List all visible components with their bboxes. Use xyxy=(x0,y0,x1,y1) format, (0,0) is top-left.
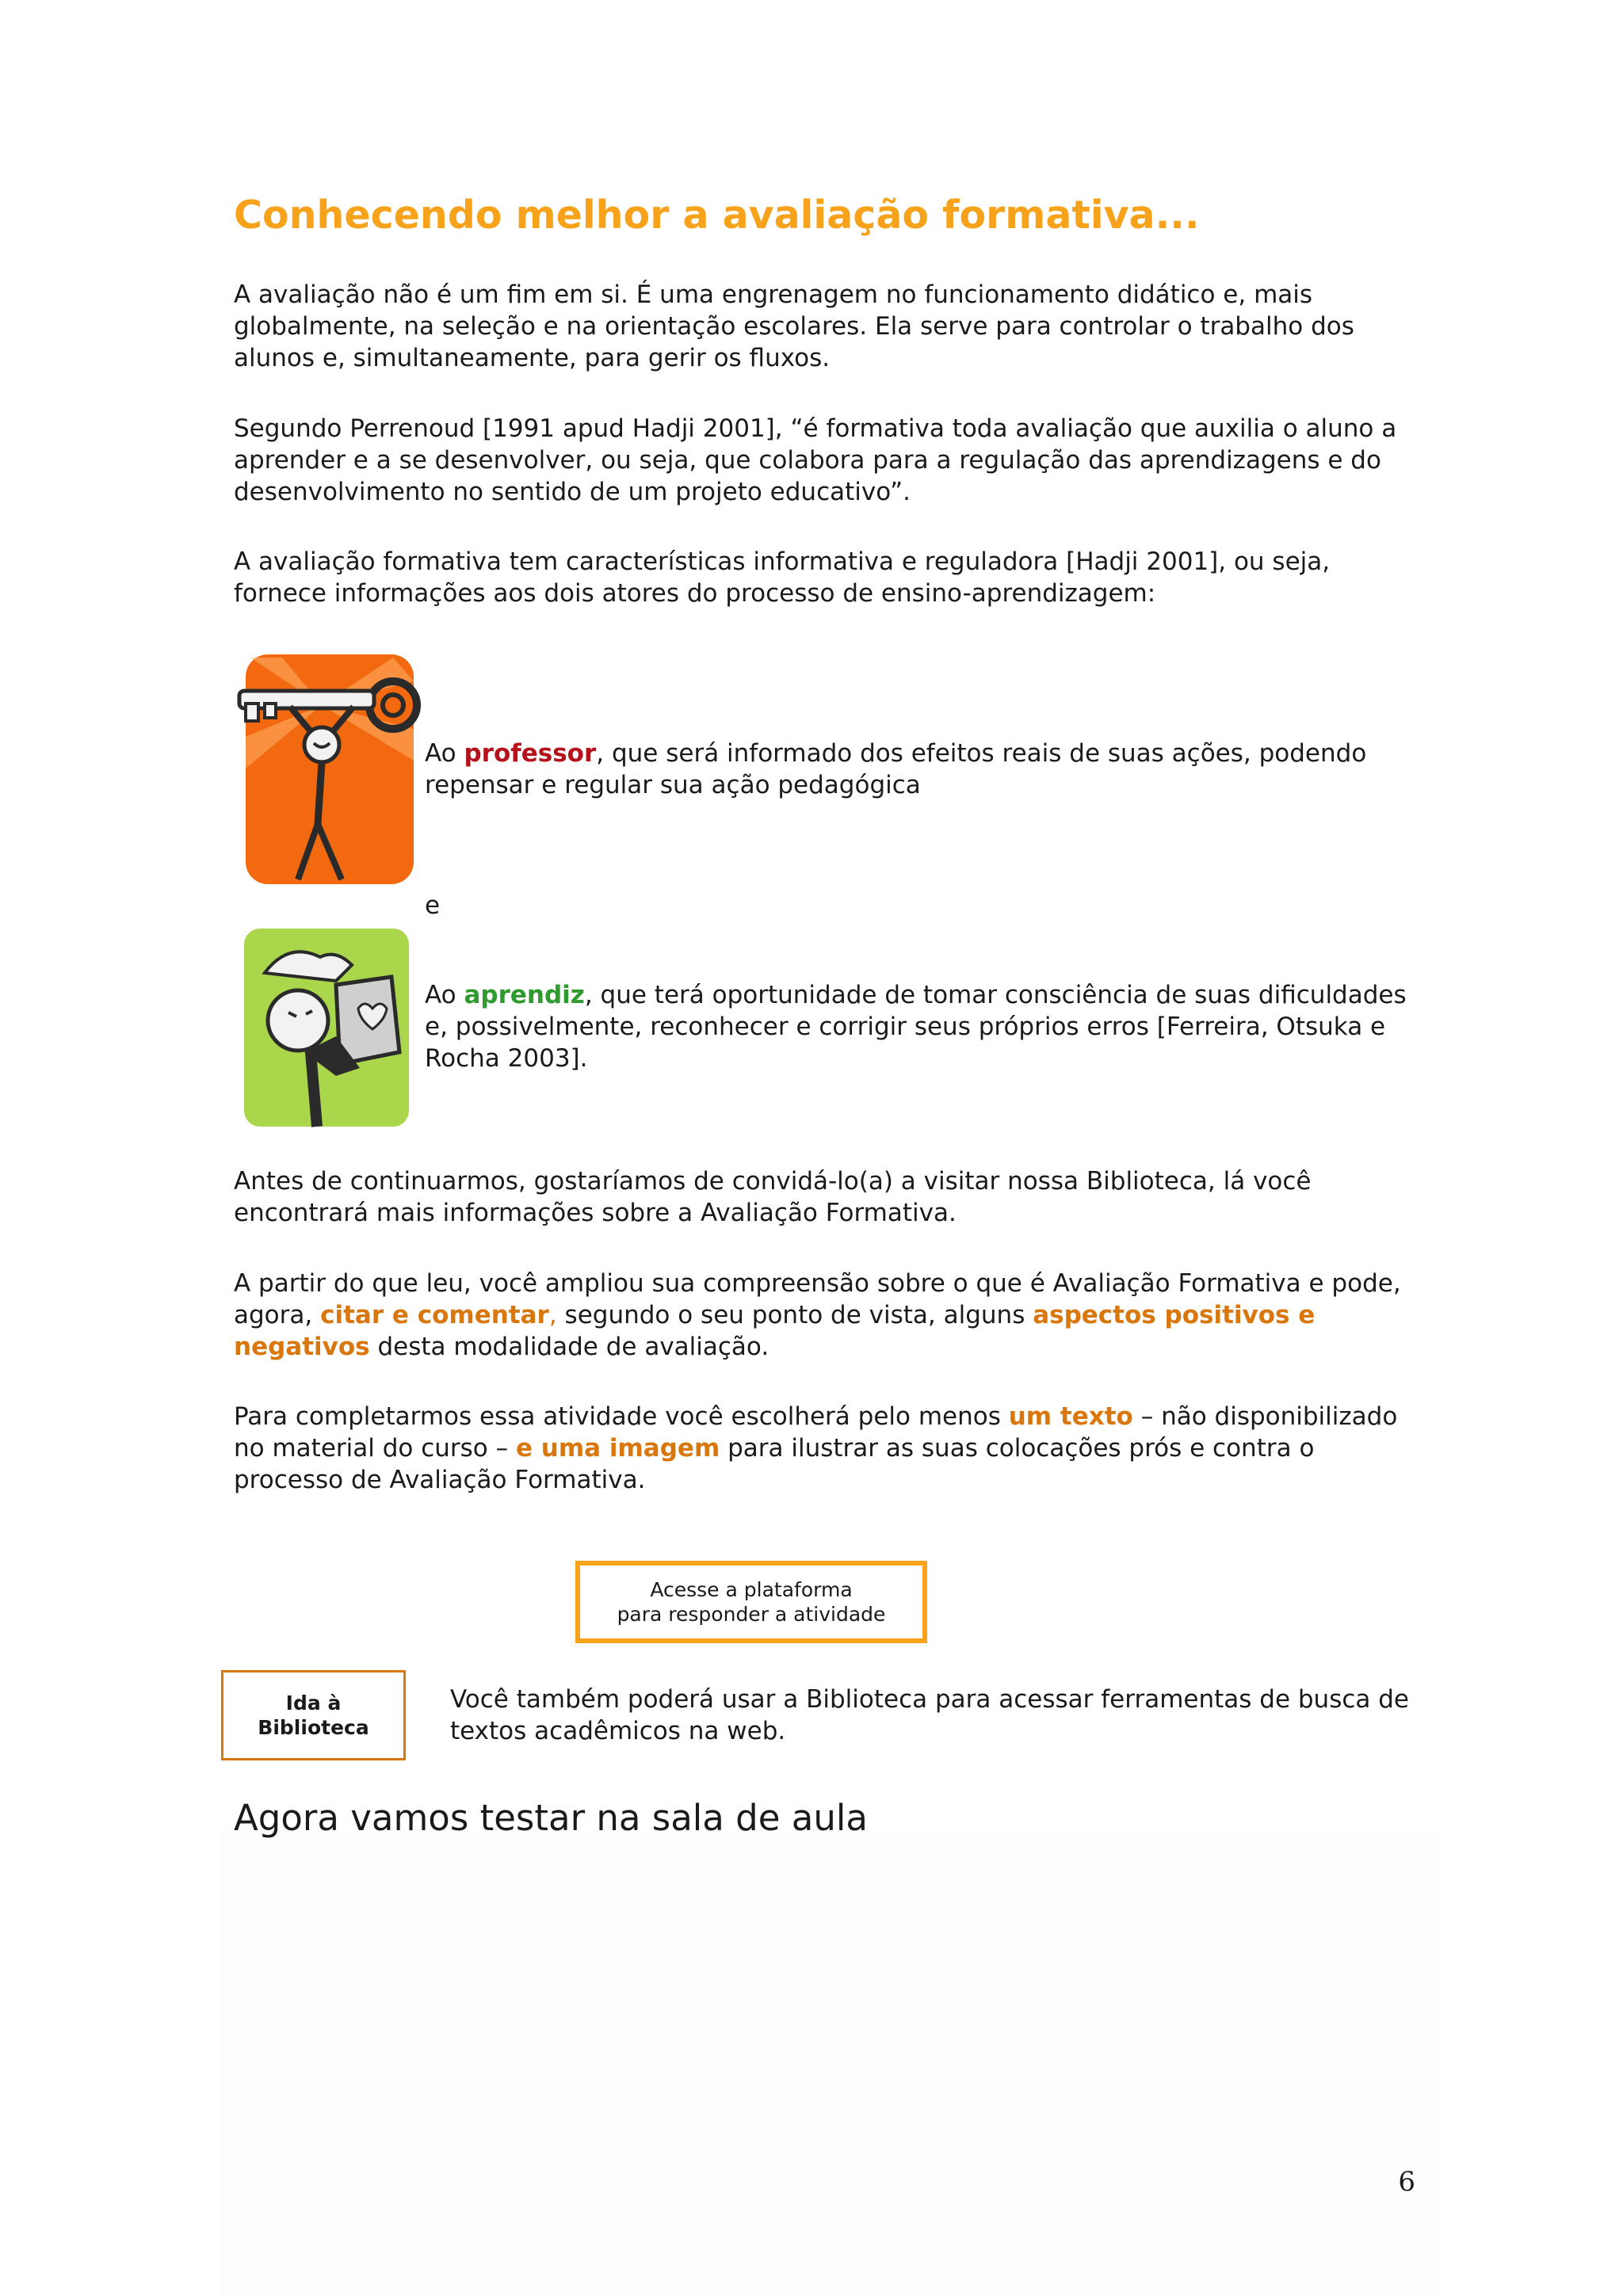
teacher-description: , que será informado dos efeitos reais de suas ações, podendo repensar e regular sua ação pedagógica xyxy=(425,739,1367,799)
page-title: Conhecendo melhor a avaliação formativa... xyxy=(234,193,1200,238)
access-platform-button[interactable] xyxy=(575,1561,927,1643)
learner-prefix: Ao xyxy=(425,981,464,1009)
platform-button-line2: para responder a atividade xyxy=(617,1603,886,1626)
paragraph-library-invite: Antes de continuarmos, gostaríamos de convidá-lo(a) a visitar nossa Biblioteca, lá você encontrará mais informações sobre a Avaliação Formativa. xyxy=(234,1167,1312,1227)
learner-keyword: aprendiz xyxy=(464,981,585,1009)
p6-part-a: Para completarmos essa atividade você escolherá pelo menos xyxy=(234,1402,1009,1431)
paragraph-intro: A avaliação não é um fim em si. É uma engrenagem no funcionamento didático e, mais globalmente, na seleção e na orientação escolares. Ela serve para controlar o trabalho dos alunos e, simultaneamente, para gerir os fluxos. xyxy=(234,280,1354,372)
p5-part-f: desta modalidade de avaliação. xyxy=(369,1333,769,1361)
student-reading-icon xyxy=(241,925,412,1130)
paragraph-activity-intro xyxy=(234,1268,1407,1363)
teacher-paragraph xyxy=(425,738,1407,801)
paragraph-characteristics: A avaliação formativa tem características informativa e reguladora [Hadji 2001], ou seja, fornece informações aos dois atores do processo de ensino-aprendizagem: xyxy=(234,547,1331,608)
highlight-uma-imagem: e uma imagem xyxy=(515,1434,720,1463)
p5-part-d: segundo o seu ponto de vista, alguns xyxy=(556,1301,1033,1329)
page-number: 6 xyxy=(1398,2166,1415,2198)
library-button-line2: Biblioteca xyxy=(258,1716,369,1739)
key-holder-icon xyxy=(235,650,425,887)
highlight-citar-comentar: citar e comentar xyxy=(320,1301,549,1329)
paragraph-activity-task xyxy=(234,1401,1407,1496)
p5-comma: , xyxy=(548,1301,557,1329)
p5-part-a: A partir do que leu, você ampliou sua compreensão sobre o que é Avaliação Formativa e pode, agora, xyxy=(234,1269,1401,1329)
page-shade xyxy=(219,1830,1439,2296)
platform-button-line1: Acesse a plataforma xyxy=(650,1578,853,1601)
library-button-line1: Ida à xyxy=(285,1691,342,1714)
p6-part-e: para ilustrar as suas colocações prós e contra o processo de Avaliação Formativa. xyxy=(234,1434,1315,1494)
teacher-keyword: professor xyxy=(464,739,597,768)
p6-part-c: – não disponibilizado no material do curso – xyxy=(234,1402,1398,1463)
teacher-prefix: Ao xyxy=(425,739,464,768)
library-button[interactable] xyxy=(221,1670,406,1760)
section-subheading: Agora vamos testar na sala de aula xyxy=(234,1797,868,1839)
library-description: Você também poderá usar a Biblioteca para acessar ferramentas de busca de textos acadêmicos na web. xyxy=(450,1685,1409,1745)
learner-description: , que terá oportunidade de tomar consciência de suas dificuldades e, possivelmente, reconhecer e corrigir seus próprios erros [Ferreira, Otsuka e Rocha 2003]. xyxy=(425,981,1407,1073)
highlight-um-texto: um texto xyxy=(1008,1402,1133,1431)
conjunction: e xyxy=(425,891,441,920)
learner-paragraph xyxy=(425,979,1407,1074)
highlight-aspectos: aspectos positivos e negativos xyxy=(234,1301,1316,1361)
paragraph-perrenoud: Segundo Perrenoud [1991 apud Hadji 2001], “é formativa toda avaliação que auxilia o aluno a aprender e a se desenvolver, ou seja, que colabora para a regulação das aprendizagens e do desenvolvimento no sentido de um projeto educativo”. xyxy=(234,414,1397,506)
